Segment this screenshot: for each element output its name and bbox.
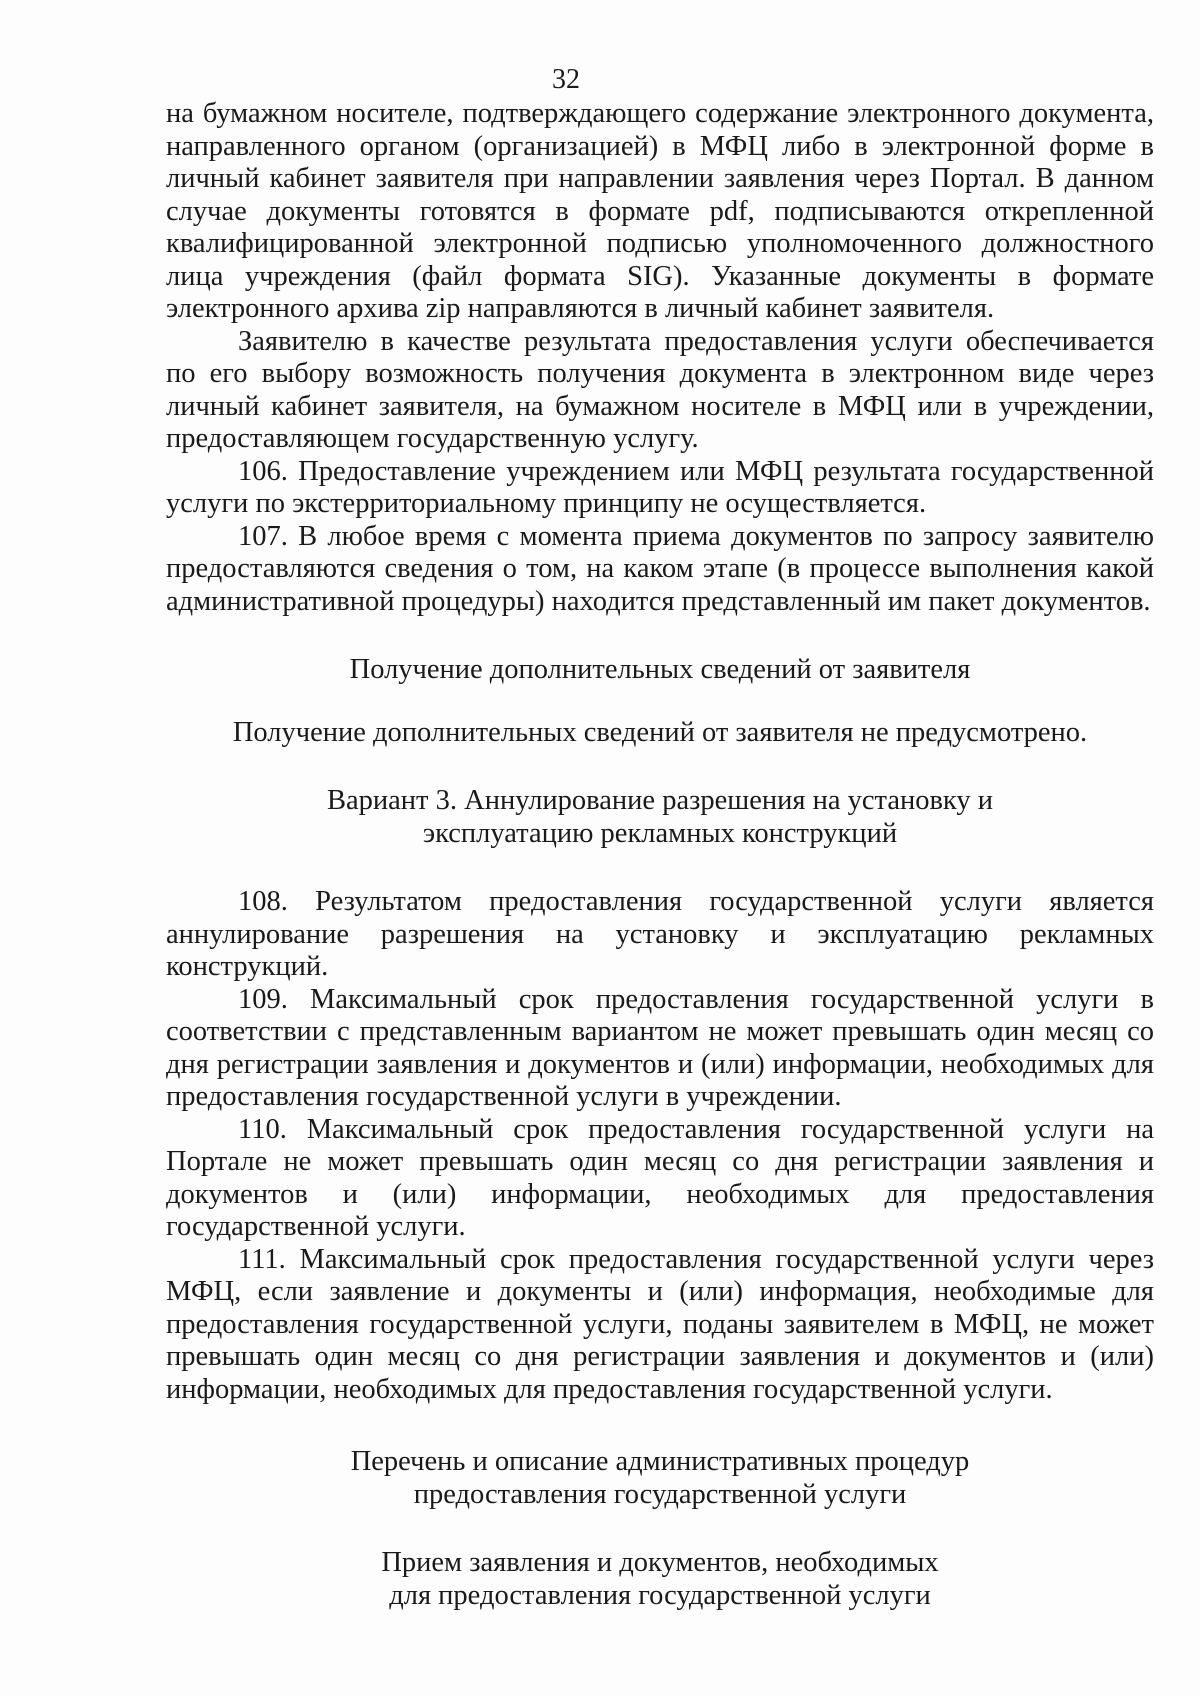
paragraph-109: 109. Максимальный срок предоставления государственной услуги в соответствии с представленным вариантом не может превышать один месяц со дня регистрации заявления и документов и (или) информации, необходимых для предоставления государственной услуги в учреждении.	[166, 983, 1154, 1112]
heading-procedures-list	[166, 1446, 1154, 1511]
paragraph-108: 108. Результатом предоставления государственной услуги является аннулирование разрешения на установку и эксплуатацию рекламных конструкций.	[166, 886, 1154, 982]
heading-variant-3-line-2: эксплуатацию рекламных конструкций	[422, 817, 898, 849]
paragraph-additional-info: Получение дополнительных сведений от заявителя не предусмотрено.	[232, 716, 1088, 748]
paragraph-106: 106. Предоставление учреждением или МФЦ результата государственной услуги по экстерриториальному принципу не осуществляется.	[166, 455, 1154, 519]
heading-additional-info: Получение дополнительных сведений от заявителя	[349, 654, 971, 685]
heading-reception	[166, 1547, 1154, 1612]
paragraph-111: 111. Максимальный срок предоставления государственной услуги через МФЦ, если заявление и документы и (или) информация, необходимые для предоставления государственной услуги, поданы заявителем в МФЦ, не может превышать один месяц со дня регистрации заявления и документов и (или) информации, необходимых для предоставления государственной услуги.	[166, 1243, 1154, 1405]
heading-variant-3-line-1: Вариант 3. Аннулирование разрешения на установку и	[326, 785, 993, 816]
document-body	[166, 98, 1154, 1612]
paragraph-110: 110. Максимальный срок предоставления государственной услуги на Портале не может превышать один месяц со дня регистрации заявления и документов и (или) информации, необходимых для предоставления государственной услуги.	[166, 1113, 1154, 1242]
heading-procedures-list-line-1: Перечень и описание административных процедур	[350, 1446, 970, 1477]
heading-procedures-list-line-2: предоставления государственной услуги	[413, 1478, 907, 1510]
heading-reception-line-2: для предоставления государственной услуги	[389, 1579, 931, 1611]
paragraph-107: 107. В любое время с момента приема документов по запросу заявителю предоставляются сведения о том, на каком этапе (в процессе выполнения какой административной процедуры) находится представленный им пакет документов.	[166, 520, 1154, 617]
paragraph-result-choice: Заявителю в качестве результата предоставления услуги обеспечивается по его выбору возможность получения документа в электронном виде через личный кабинет заявителя, на бумажном носителе в МФЦ или в учреждении, предоставляющем государственную услугу.	[166, 325, 1154, 454]
heading-variant-3	[166, 785, 1154, 850]
page-number: 32	[552, 64, 580, 95]
heading-reception-line-1: Прием заявления и документов, необходимых	[381, 1547, 939, 1578]
paragraph-continuation: на бумажном носителе, подтверждающего содержание электронного документа, направленного органом (организацией) в МФЦ либо в электронной форме в личный кабинет заявителя при направлении заявления через Портал. В данном случае документы готовятся в формате pdf, подписываются открепленной квалифицированной электронной подписью уполномоченного должностного лица учреждения (файл формата SIG). Указанные документы в формате электронного архива zip направляются в личный кабинет заявителя.	[166, 98, 1154, 324]
